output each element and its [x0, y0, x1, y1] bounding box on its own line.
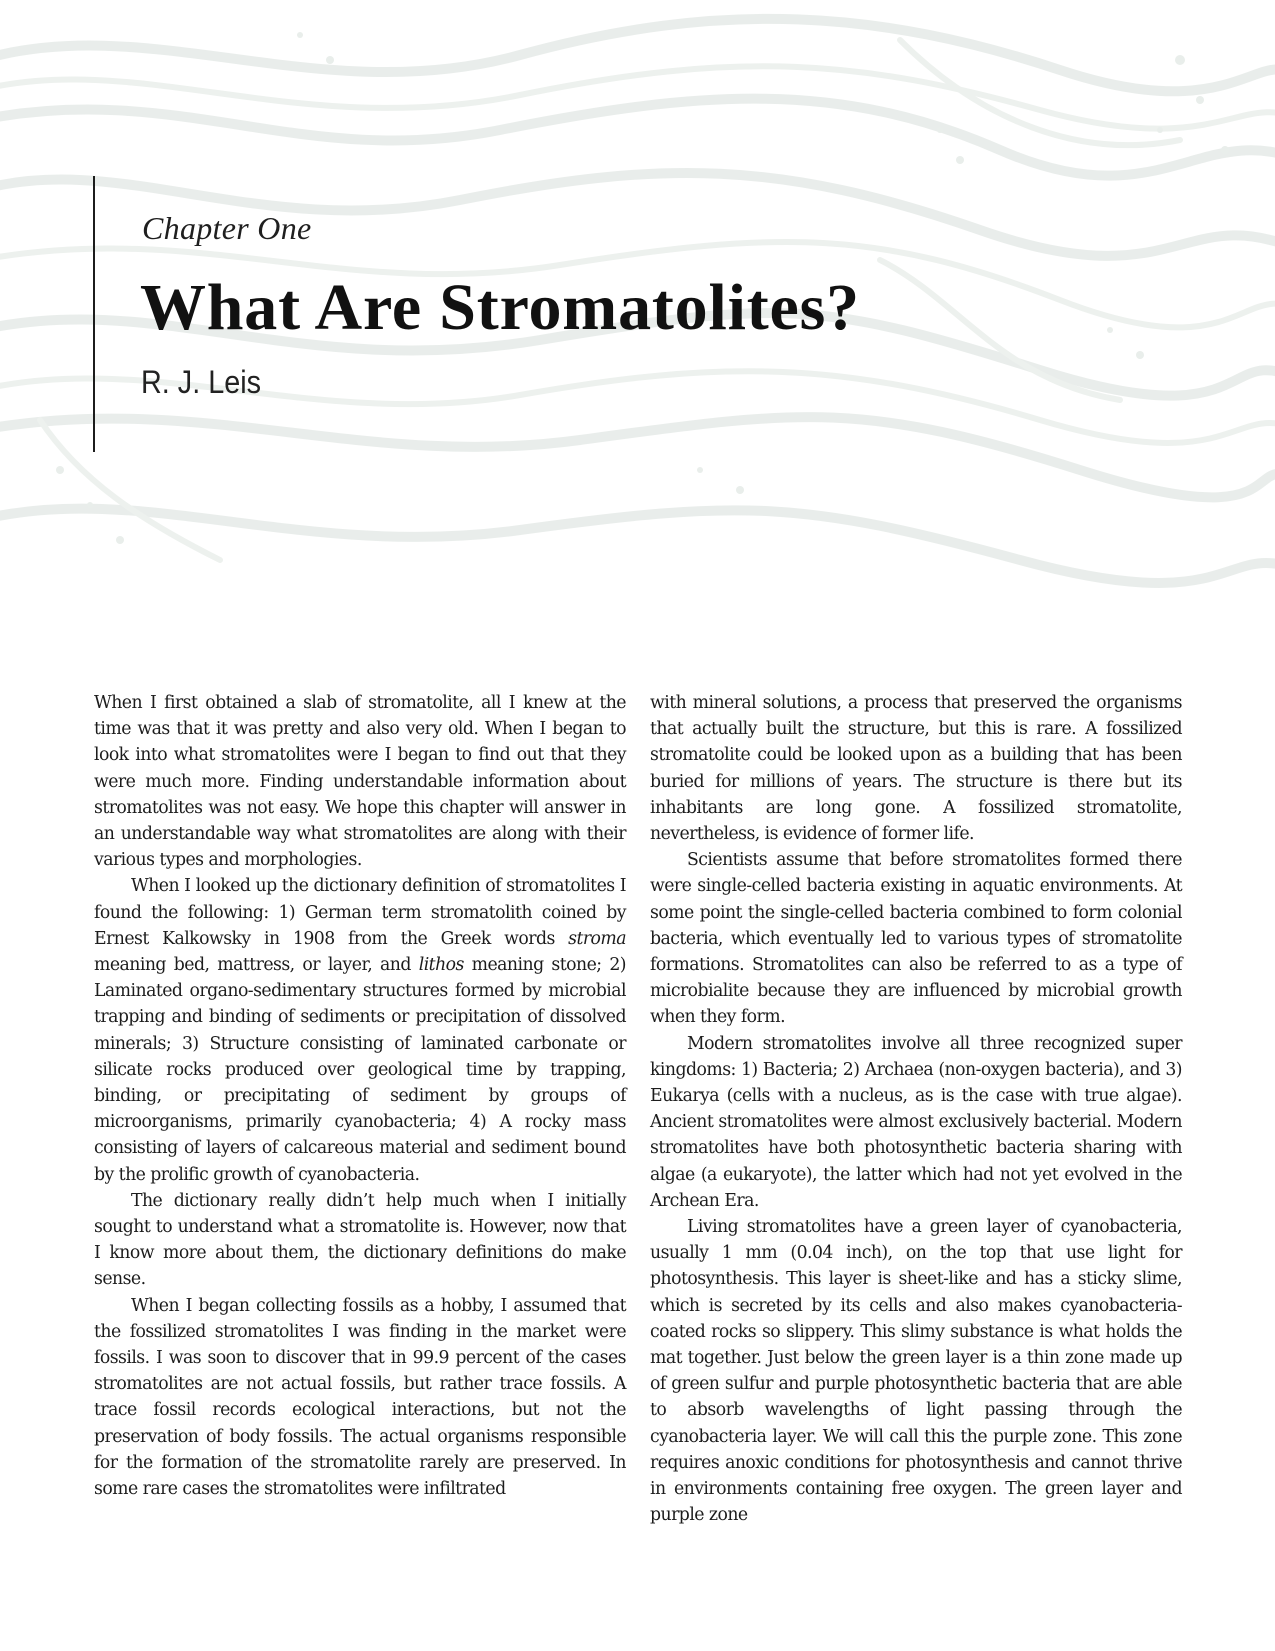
paragraph: with mineral solutions, a process that preserved the organisms that actually built the structure, but this is rare. A fossilized stromatolite could be looked upon as a building that has been buried for millions of years. The structure is there but its inhabitants are long gone. A fossilized stromatolite, nevertheless, is evidence of former life.: [650, 693, 1182, 845]
paragraph: When I began collecting fossils as a hobby, I assumed that the fossilized stromatolites I was finding in the market were fossils. I was soon to discover that in 99.9 percent of the cases stromatolites are not actual fossils, but rather trace fossils. A trace fossil records ecological interactions, but not the preservation of body fossils. The actual organisms responsible for the formation of the stromatolite rarely are preserved. In some rare cases the stromatolites were infiltrated: [94, 1295, 626, 1500]
paragraph: When I looked up the dictionary definition of stromatolites I found the following: 1) German term stromatolith coined by Ernest Kalkowsky in 1908 from the Greek words stroma meaning bed, mattress, or layer, and lithos meaning stone; 2) Laminated organo-sedimentary structures formed by microbial trapping and binding of sediments or precipitation of dissolved minerals; 3) Structure consisting of laminated carbonate or silicate rocks produced over geological time by trapping, binding, or precipitating of sediment by groups of microorganisms, primarily cyanobacteria; 4) A rocky mass consisting of layers of calcareous material and sediment bound by the prolific growth of cyanobacteria.: [94, 876, 626, 1185]
chapter-title: What Are Stromatolites?: [140, 271, 860, 344]
paragraph: The dictionary really didn’t help much when I initially sought to understand what a stromatolite is. However, now that I know more about them, the dictionary definitions do make sense.: [94, 1190, 626, 1290]
body-column-left: [94, 690, 626, 1502]
body-column-right: [650, 690, 1182, 1529]
author-name: R. J. Leis: [141, 364, 262, 400]
paragraph: Scientists assume that before stromatolites formed there were single-celled bacteria existing in aquatic environments. At some point the single-celled bacteria combined to form colonial bacteria, which eventually led to various types of stromatolite formations. Stromatolites can also be referred to as a type of microbialite because they are influenced by microbial growth when they form.: [650, 850, 1182, 1028]
chapter-label: Chapter One: [142, 210, 312, 246]
header-vertical-rule: [93, 176, 95, 452]
paragraph: Modern stromatolites involve all three recognized super kingdoms: 1) Bacteria; 2) Archaea (non-oxygen bacteria), and 3) Eukarya (cells with a nucleus, as is the case with true algae). Ancient stromatolites were almost exclusively bacterial. Modern stromatolites have both photosynthetic bacteria sharing with algae (a eukaryote), the latter which had not yet evolved in the Archean Era.: [650, 1033, 1182, 1211]
paragraph: Living stromatolites have a green layer of cyanobacteria, usually 1 mm (0.04 inch), on the top that use light for photosynthesis. This layer is sheet-like and has a sticky slime, which is secreted by its cells and also makes cyanobacteria-coated rocks so slippery. This slimy substance is what holds the mat together. Just below the green layer is a thin zone made up of green sulfur and purple photosynthetic bacteria that are able to absorb wavelengths of light passing through the cyanobacteria layer. We will call this the purple zone. This zone requires anoxic conditions for photosynthesis and cannot thrive in environments containing free oxygen. The green layer and purple zone: [650, 1217, 1182, 1526]
paragraph: When I first obtained a slab of stromatolite, all I knew at the time was that it was pretty and also very old. When I began to look into what stromatolites were I began to find out that they were much more. Finding understandable information about stromatolites was not easy. We hope this chapter will answer in an understandable way what stromatolites are along with their various types and morphologies.: [94, 693, 626, 871]
